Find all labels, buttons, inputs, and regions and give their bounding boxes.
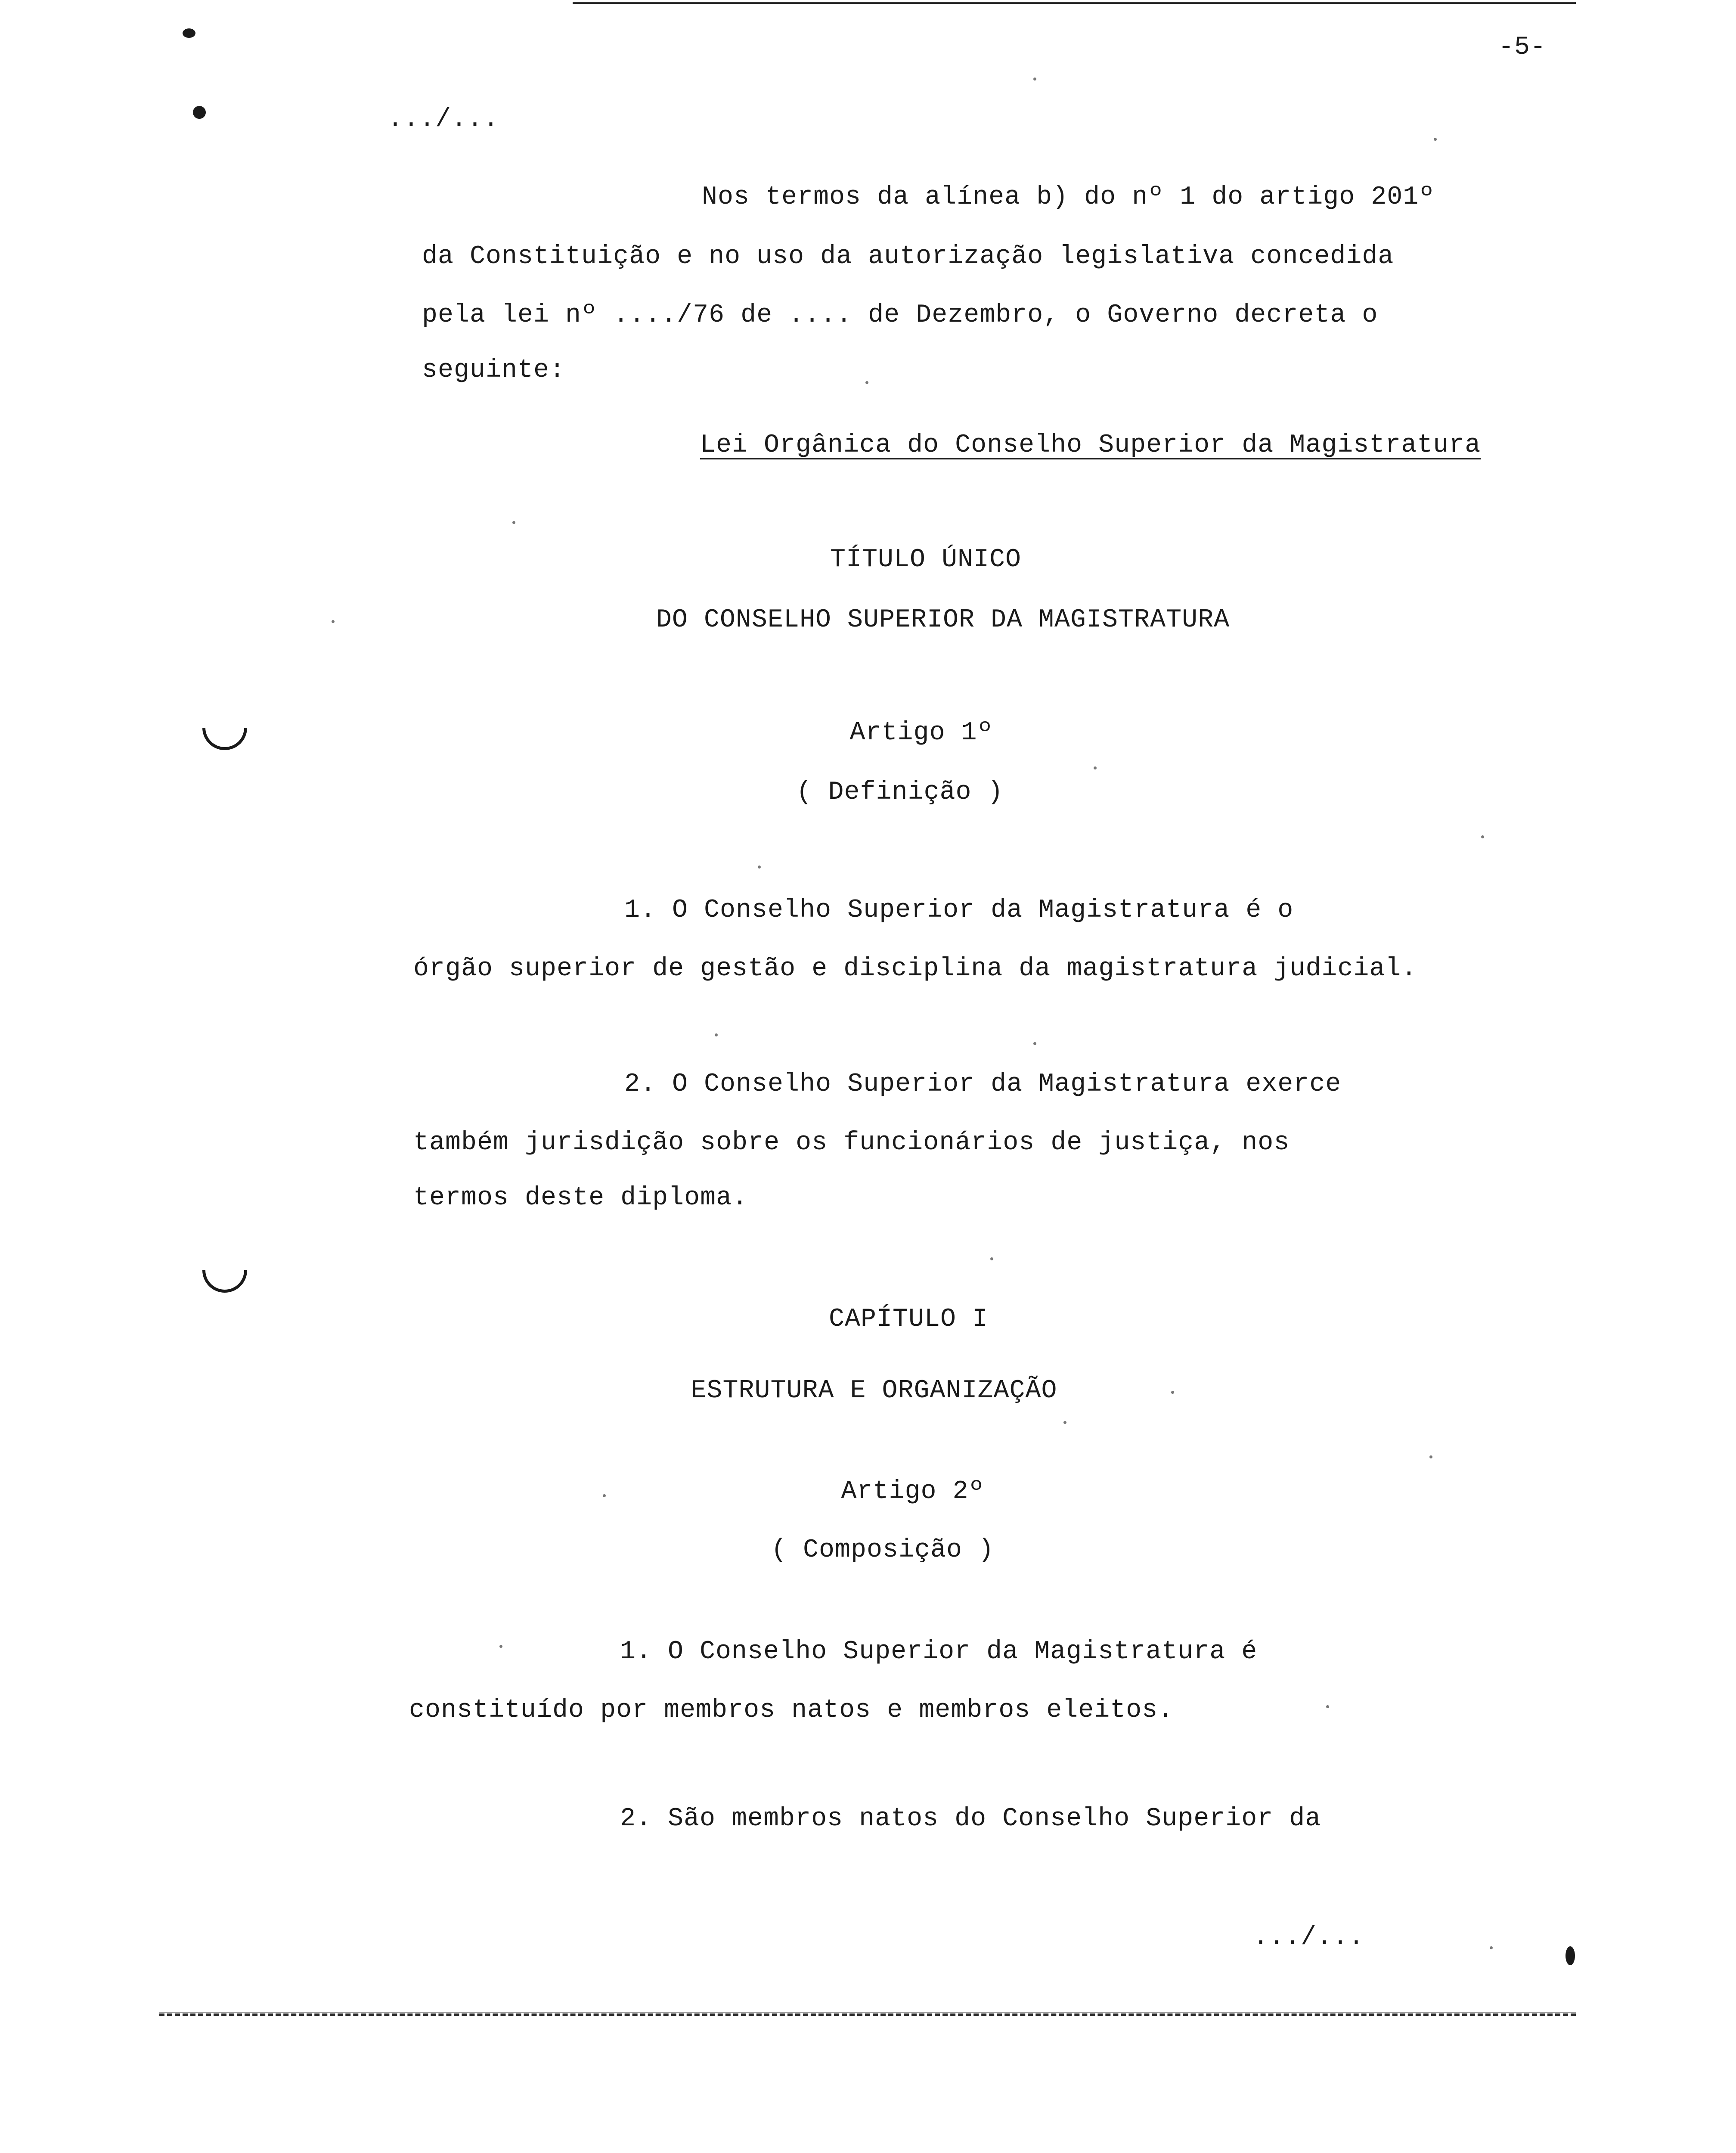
punch-hole	[202, 1270, 247, 1293]
chapter-heading: CAPÍTULO I	[828, 1305, 989, 1334]
scan-mark	[193, 106, 206, 119]
speck	[758, 866, 761, 869]
speck	[715, 1033, 718, 1036]
speck	[1481, 835, 1484, 838]
speck	[1063, 1421, 1066, 1424]
continuation-marker-bottom: .../...	[1253, 1923, 1365, 1952]
page-number: -5-	[1498, 33, 1547, 62]
speck	[865, 381, 868, 384]
bottom-rule-dashed	[159, 2013, 1576, 2016]
speck	[1033, 78, 1036, 81]
speck	[332, 620, 335, 623]
article-2-heading: Artigo 2º	[841, 1477, 985, 1506]
article-1-heading: Artigo 1º	[849, 718, 993, 748]
article-1-paragraph-2-line-2: também jurisdição sobre os funcionários de justiça, nos	[413, 1128, 1290, 1157]
article-2-subheading: ( Composição )	[771, 1536, 995, 1565]
speck	[1434, 138, 1437, 141]
law-title: Lei Orgânica do Conselho Superior da Magistratura	[700, 431, 1481, 460]
top-rule	[573, 2, 1576, 4]
article-2-paragraph-1-line-2: constituído por membros natos e membros eleitos.	[409, 1696, 1174, 1725]
speck	[1033, 1042, 1036, 1045]
article-1-paragraph-1-line-2: órgão superior de gestão e disciplina da magistratura judicial.	[413, 954, 1417, 983]
speck	[1094, 766, 1097, 769]
article-1-subheading: ( Definição )	[796, 778, 1004, 807]
continuation-marker-top: .../...	[388, 105, 499, 134]
preamble-line-4: seguinte:	[422, 356, 566, 385]
title-heading: TÍTULO ÚNICO	[830, 545, 1022, 574]
speck	[1326, 1705, 1329, 1708]
title-subheading: DO CONSELHO SUPERIOR DA MAGISTRATURA	[656, 605, 1230, 635]
speck	[499, 1645, 502, 1648]
article-1-paragraph-2-line-3: termos deste diploma.	[413, 1183, 748, 1213]
article-1-paragraph-1-line-1: 1. O Conselho Superior da Magistratura é o	[624, 896, 1294, 925]
speck	[990, 1257, 993, 1260]
chapter-subheading: ESTRUTURA E ORGANIZAÇÃO	[691, 1376, 1057, 1405]
article-2-paragraph-2-line-1: 2. São membros natos do Conselho Superior da	[620, 1804, 1321, 1833]
punch-hole	[202, 728, 247, 750]
preamble-line-2: da Constituição e no uso da autorização legislativa concedida	[422, 242, 1394, 271]
scan-mark	[183, 28, 195, 38]
article-2-paragraph-1-line-1: 1. O Conselho Superior da Magistratura é	[620, 1637, 1258, 1666]
bottom-rule	[159, 2012, 1576, 2013]
preamble-line-1: Nos termos da alínea b) do nº 1 do artigo 201º	[702, 183, 1435, 212]
speck	[1171, 1391, 1174, 1394]
scan-mark	[1566, 1946, 1575, 1965]
preamble-line-3: pela lei nº ..../76 de .... de Dezembro, o Governo decreta o	[422, 301, 1378, 330]
speck	[512, 521, 515, 524]
speck	[603, 1494, 606, 1497]
article-1-paragraph-2-line-1: 2. O Conselho Superior da Magistratura exerce	[624, 1070, 1342, 1099]
speck	[1429, 1455, 1432, 1458]
speck	[1490, 1946, 1493, 1949]
